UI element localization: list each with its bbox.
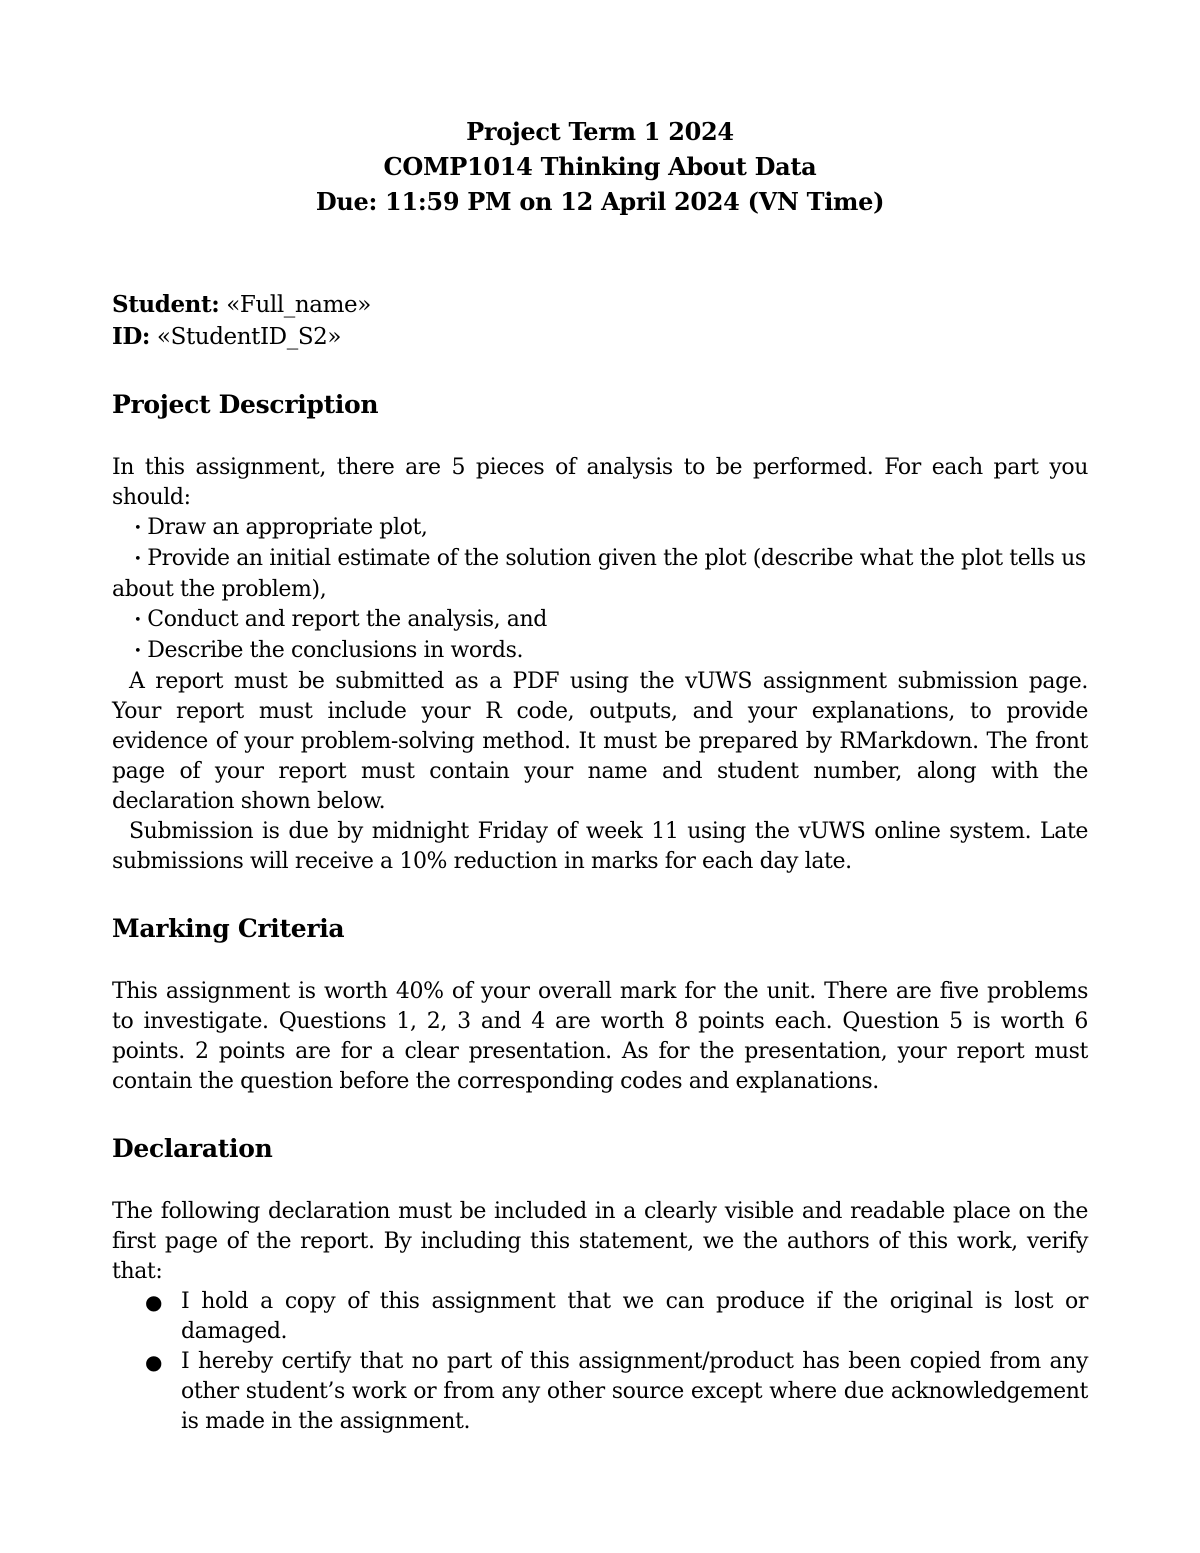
list-item	[112, 636, 1088, 667]
list-item	[112, 1287, 1088, 1347]
declaration-list	[112, 1287, 1088, 1437]
title-due-date: Due: 11:59 PM on 12 April 2024 (VN Time)	[315, 187, 885, 216]
bullet-icon: ●	[145, 1290, 163, 1314]
declaration-intro: The following declaration must be included in a clearly visible and readable place on the first page of the report. By including this statement, we the authors of this work, verify that:	[112, 1199, 1088, 1284]
project-description-intro: In this assignment, there are 5 pieces of analysis to be performed. For each part you should:	[112, 455, 1088, 510]
student-name-line	[112, 289, 1088, 321]
list-item-text: Describe the conclusions in words.	[147, 638, 524, 663]
student-id-line	[112, 321, 1088, 353]
student-id-value: «StudentID_S2»	[156, 324, 342, 350]
declaration-heading: Declaration	[112, 1134, 273, 1163]
list-item	[112, 1347, 1088, 1437]
bullet-icon: ●	[145, 1350, 163, 1374]
student-id-label: ID:	[112, 323, 150, 350]
title-project-term: Project Term 1 2024	[466, 117, 734, 146]
list-item-text: Draw an appropriate plot,	[147, 515, 428, 540]
bullet-icon: •	[134, 552, 142, 567]
list-item	[112, 605, 1088, 636]
bullet-icon: •	[134, 613, 142, 628]
student-name-value: «Full_name»	[226, 292, 371, 318]
list-item-text: Provide an initial estimate of the solution given the plot (describe what the plot tells us about the problem),	[112, 546, 1086, 602]
bullet-icon: •	[134, 644, 142, 659]
student-name-label: Student:	[112, 291, 220, 318]
document-title-block	[112, 114, 1088, 219]
report-submission-paragraph: A report must be submitted as a PDF using the vUWS assignment submission page. Your report must include your R code, outputs, and your explanations, to provide evidence of your problem-solving method. It must be prepared by RMarkdown. The front page of your report must contain your name and student number, along with the declaration shown below.	[112, 669, 1088, 814]
late-submission-paragraph: Submission is due by midnight Friday of week 11 using the vUWS online system. Late submissions will receive a 10% reduction in marks for each day late.	[112, 819, 1088, 874]
bullet-icon: •	[134, 521, 142, 536]
list-item	[112, 544, 1088, 605]
project-description-heading: Project Description	[112, 390, 379, 419]
list-item	[112, 513, 1088, 544]
list-item-text: I hereby certify that no part of this assignment/product has been copied from any other student’s work or from any other source except where due acknowledgement is made in the assignment.	[181, 1349, 1088, 1434]
student-info	[112, 289, 1088, 353]
marking-criteria-heading: Marking Criteria	[112, 914, 345, 943]
title-unit-name: COMP1014 Thinking About Data	[383, 152, 817, 181]
list-item-text: I hold a copy of this assignment that we can produce if the original is lost or damaged.	[181, 1289, 1088, 1344]
marking-criteria-text: This assignment is worth 40% of your overall mark for the unit. There are five problems to investigate. Questions 1, 2, 3 and 4 are worth 8 points each. Question 5 is worth 6 points. 2 points are for a clear presentation. As for the presentation, your report must contain the question before the corresponding codes and explanations.	[112, 979, 1088, 1094]
list-item-text: Conduct and report the analysis, and	[147, 607, 547, 632]
